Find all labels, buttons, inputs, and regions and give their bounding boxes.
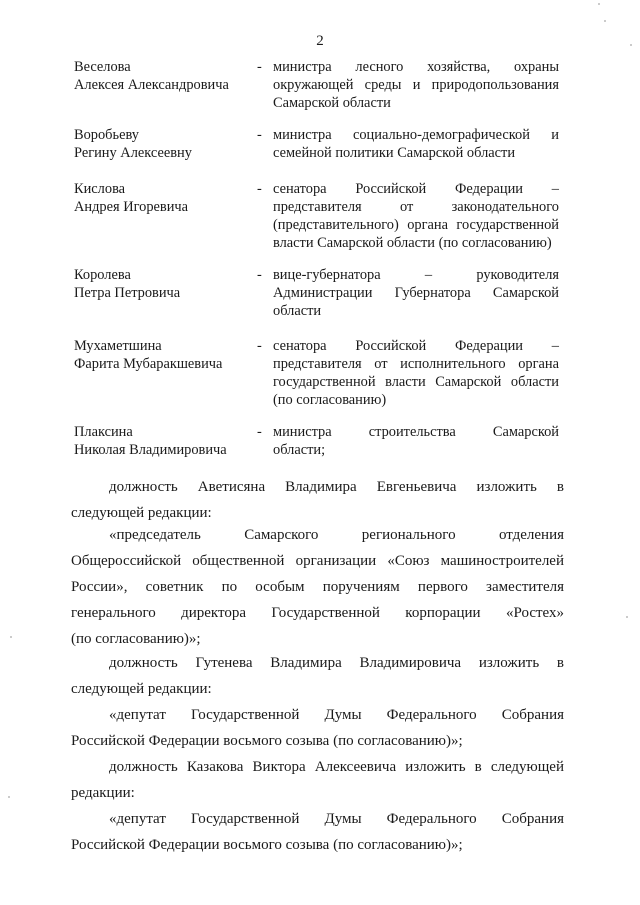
paragraph-line: «депутат Государственной Думы Федерального Собрания [109,811,564,827]
scan-speck [604,20,606,22]
person-position [273,266,559,320]
person-name [74,58,259,94]
paragraph-line: следующей редакции: [71,505,212,521]
person-given-name: Андрея Игоревича [74,199,189,215]
position-line: министра строительства Самарской [273,424,559,440]
person-surname: Веселова [74,59,131,75]
scan-speck [630,44,632,46]
dash-separator: - [257,267,262,283]
position-line: министра социально-демографической и [273,127,559,143]
paragraph-line: России», советник по особым поручениям первого заместителя [71,579,564,595]
position-line: государственной власти Самарской области [273,374,559,390]
person-name [74,180,259,216]
new-wording-paragraph-gutenev [71,702,564,754]
person-given-name: Николая Владимировича [74,442,227,458]
paragraph-line: должность Аветисяна Владимира Евгеньевича изложить в [109,479,564,495]
person-surname: Воробьеву [74,127,139,143]
paragraph-line: Общероссийской общественной организации «Союз машиностроителей [71,553,564,569]
dash-separator: - [257,59,262,75]
new-wording-paragraph-kazakov [71,806,564,858]
paragraph-line: должность Гутенева Владимира Владимировича изложить в [109,655,564,671]
person-surname: Мухаметшина [74,338,162,354]
position-line: Самарской области [273,95,391,111]
paragraph-line: «депутат Государственной Думы Федерального Собрания [109,707,564,723]
dash-separator: - [257,127,262,143]
scan-speck [626,616,628,618]
person-surname: Кислова [74,181,126,197]
amendment-paragraph-kazakov [71,754,564,806]
paragraph-line: «председатель Самарского регионального отделения [109,527,564,543]
person-position [273,423,559,459]
person-position [273,337,559,409]
person-given-name: Фарита Мубаракшевича [74,356,223,372]
person-name [74,423,259,459]
position-line: окружающей среды и природопользования [273,77,559,93]
paragraph-line: генерального директора Государственной корпорации «Ростех» [71,605,564,621]
position-line: власти Самарской области (по согласованию) [273,235,552,251]
person-name [74,337,259,373]
person-surname: Королева [74,267,131,283]
position-line: сенатора Российской Федерации – [273,181,559,197]
person-position [273,58,559,112]
person-position [273,180,559,252]
paragraph-line: Российской Федерации восьмого созыва (по согласованию)»; [71,733,463,749]
person-surname: Плаксина [74,424,133,440]
position-line: представителя от исполнительного органа [273,356,559,372]
amendment-paragraph-gutenev [71,650,564,702]
position-line: представителя от законодательного [273,199,559,215]
person-given-name: Петра Петровича [74,285,181,301]
person-position [273,126,559,162]
person-given-name: Регину Алексеевну [74,145,192,161]
position-line: области; [273,442,326,458]
paragraph-line: следующей редакции: [71,681,212,697]
scan-speck [8,796,10,798]
position-line: (представительного) органа государственной [273,217,559,233]
position-line: Администрации Губернатора Самарской [273,285,559,301]
person-name [74,126,259,162]
paragraph-line: редакции: [71,785,135,801]
position-line: (по согласованию) [273,392,387,408]
paragraph-line: должность Казакова Виктора Алексеевича изложить в следующей [109,759,564,775]
new-wording-paragraph-avetisyan [71,522,564,652]
position-line: семейной политики Самарской области [273,145,516,161]
dash-separator: - [257,181,262,197]
scan-speck [10,636,12,638]
page-number: 2 [316,33,324,49]
scan-speck [598,3,600,5]
position-line: области [273,303,322,319]
amendment-paragraph-avetisyan [71,474,564,526]
position-line: вице-губернатора – руководителя [273,267,559,283]
paragraph-line: Российской Федерации восьмого созыва (по согласованию)»; [71,837,463,853]
person-name [74,266,259,302]
person-given-name: Алексея Александровича [74,77,229,93]
dash-separator: - [257,424,262,440]
position-line: сенатора Российской Федерации – [273,338,559,354]
paragraph-line: (по согласованию)»; [71,631,201,647]
position-line: министра лесного хозяйства, охраны [273,59,559,75]
dash-separator: - [257,338,262,354]
